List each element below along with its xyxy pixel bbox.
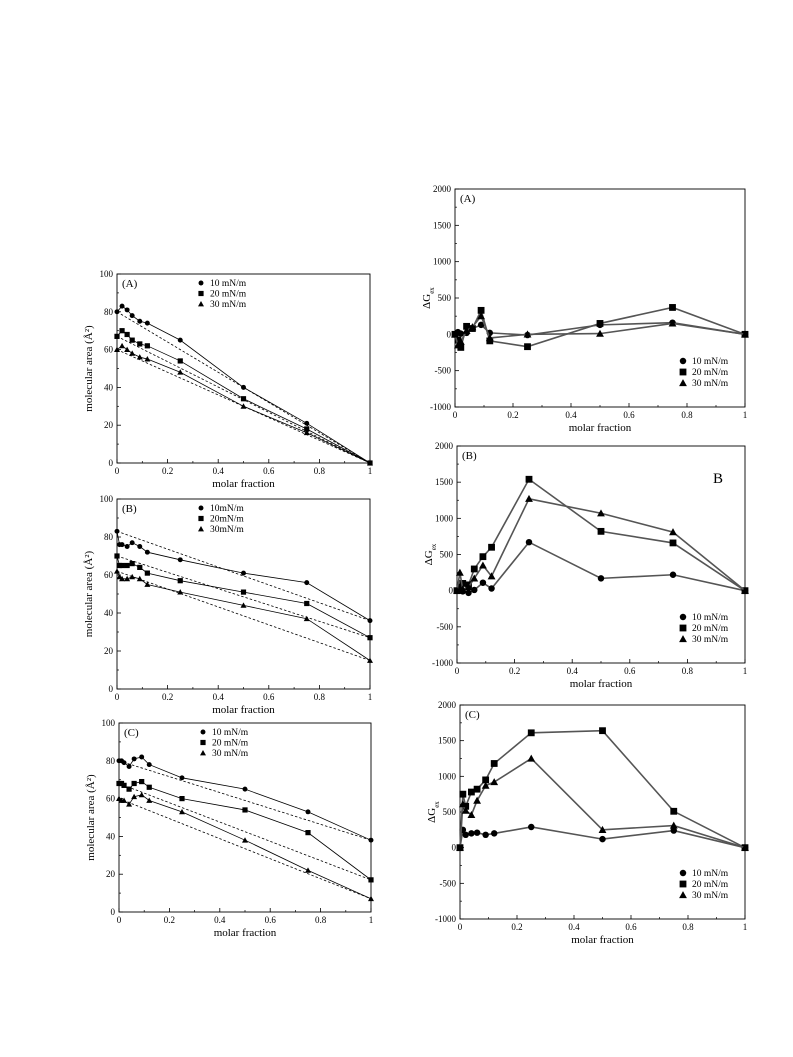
legend-label: 30 mN/m [210,300,247,310]
x-tick-label: 0.2 [507,410,519,420]
panel-label: (A) [122,278,138,290]
x-tick-label: 0.2 [161,466,174,476]
y-tick-label: 1000 [438,771,456,782]
legend-label: 10 mN/m [212,728,249,738]
x-tick-label: 0.2 [508,666,521,676]
legend-label: 20 mN/m [692,624,729,634]
y-tick-label: 20 [104,646,113,656]
y-tick-label: 60 [106,793,115,804]
x-tick-label: 0.2 [163,915,176,925]
y-tick-label: 1500 [433,220,451,231]
legend-label: 10 mN/m [692,613,729,623]
legend-label: 10 mN/m [692,869,729,879]
x-tick-label: 1 [742,666,748,676]
y-tick-label: 60 [104,570,113,580]
x-tick-label: 0.2 [511,922,523,932]
x-axis-label: molar fraction [212,704,275,716]
y-tick-label: 20 [106,869,115,880]
panel-label: (C) [465,709,480,721]
y-tick-label: 1000 [435,513,453,524]
legend-label: 30 mN/m [692,379,729,389]
x-tick-label: 0.6 [263,466,275,476]
y-tick-label: 500 [437,293,451,303]
legend-label: 30 mN/m [212,749,249,759]
legend-label: 20 mN/m [692,368,729,378]
y-tick-label: 2000 [433,184,451,194]
x-tick-label: 0.4 [565,410,577,420]
x-tick-label: 0 [457,922,463,932]
y-tick-label: -500 [439,878,456,889]
x-tick-label: 0 [452,410,458,420]
x-tick-label: 0.4 [566,666,578,676]
x-tick-label: 0.6 [625,922,637,932]
x-tick-label: 0.4 [212,692,224,702]
y-tick-label: -500 [436,621,453,632]
y-axis-label: $\Delta G_{ex}$ [421,287,436,309]
x-tick-label: 1 [742,410,748,420]
y-tick-label: 100 [101,718,115,728]
x-tick-label: 1 [367,692,373,702]
x-tick-label: 0.4 [568,922,580,932]
y-tick-label: 2000 [438,700,456,710]
data-point-triangle [473,797,481,804]
x-tick-label: 0.2 [161,692,174,702]
x-tick-label: 0 [114,466,120,476]
data-point-square [528,729,535,736]
data-point-circle [599,836,605,842]
data-point-square [491,760,498,767]
x-tick-label: 0.4 [214,915,226,925]
x-tick-label: 0 [116,915,122,925]
data-point-square [459,791,466,798]
x-axis-label: molar fraction [568,422,632,434]
legend-label: 30mN/m [210,525,244,535]
legend-label: 10 mN/m [692,357,729,367]
y-tick-label: 500 [439,549,453,560]
legend-marker-circle [680,870,686,876]
x-tick-label: 0 [454,666,460,676]
panel-label: (B) [462,450,477,462]
y-tick-label: 1000 [433,256,451,267]
x-tick-label: 0.6 [623,410,635,420]
y-tick-label: 20 [104,420,113,431]
legend-label: 20 mN/m [692,880,729,890]
x-tick-label: 0.6 [263,692,275,702]
y-tick-label: 0 [108,458,113,468]
panel-label: (C) [124,727,139,739]
y-tick-label: 40 [104,382,113,393]
y-tick-label: 0 [110,907,115,917]
legend-label: 10mN/m [210,504,244,514]
legend-label: 20 mN/m [210,289,247,300]
data-point-circle [528,824,534,830]
x-tick-label: 1 [368,915,374,925]
y-axis-label: molecular area (Å²) [85,774,97,861]
x-tick-label: 0.4 [212,466,224,476]
x-tick-label: 0.8 [681,410,693,420]
y-tick-label: -1000 [430,402,451,412]
y-tick-label: 60 [104,344,113,355]
y-tick-label: -500 [434,365,451,376]
y-tick-label: -1000 [435,914,456,924]
y-tick-label: -1000 [432,658,453,668]
x-tick-label: 0.8 [313,692,326,702]
data-point-square [474,786,481,793]
data-point-square [599,727,606,734]
data-point-circle [482,832,488,838]
x-axis-label: molar fraction [213,927,277,939]
panel-label: (A) [460,193,476,205]
panel-label: (B) [122,503,137,515]
data-point-square [670,808,677,815]
legend-label: 10 mN/m [210,279,247,289]
x-tick-label: 1 [742,922,748,932]
legend-label: 30 mN/m [692,891,729,901]
y-tick-label: 0 [448,585,453,596]
x-axis-label: molar fraction [212,478,275,490]
y-tick-label: 2000 [435,441,453,451]
y-tick-label: 80 [104,306,113,317]
corner-label: B [713,471,724,487]
x-tick-label: 0.8 [314,915,327,925]
data-point-circle [474,829,480,835]
y-tick-label: 0 [451,842,456,853]
legend-label: 20mN/m [210,514,244,525]
legend-label: 20 mN/m [212,738,249,749]
data-point-triangle [490,778,498,785]
x-axis-label: molar fraction [571,934,634,946]
data-point-circle [468,830,474,836]
y-tick-label: 80 [106,755,115,766]
x-tick-label: 0.6 [624,666,636,676]
x-tick-label: 0.8 [313,466,326,476]
y-axis-label: $\Delta G_{ex}$ [426,801,441,823]
y-axis-label: molecular area (Å²) [83,550,95,638]
x-tick-label: 0 [114,692,120,702]
x-tick-label: 0.8 [682,922,694,932]
legend-label: 30 mN/m [692,635,729,645]
y-axis-label: $\Delta G_{ex}$ [423,543,438,566]
y-tick-label: 0 [108,684,113,694]
x-tick-label: 0.8 [681,666,694,676]
y-tick-label: 1500 [438,735,456,746]
y-tick-label: 40 [104,608,113,618]
y-tick-label: 500 [442,807,456,817]
data-point-circle [462,832,468,838]
x-tick-label: 1 [367,466,373,476]
y-tick-label: 40 [106,831,115,842]
y-tick-label: 0 [446,329,451,340]
y-tick-label: 80 [104,532,113,542]
y-tick-label: 100 [99,269,113,279]
data-point-circle [491,830,497,836]
series-line-triangle [460,759,745,848]
y-tick-label: 1500 [435,477,453,488]
legend-marker-triangle [679,891,687,898]
legend-marker-square [680,881,687,888]
data-point-triangle [527,755,535,762]
y-axis-label: molecular area (Å²) [83,325,95,412]
x-axis-label: molar fraction [569,678,633,690]
y-tick-label: 100 [99,494,113,504]
x-tick-label: 0.6 [264,915,276,925]
